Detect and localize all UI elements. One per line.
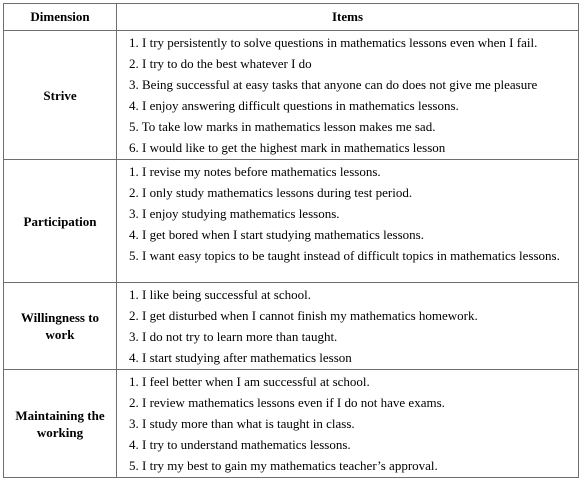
list-item: 5. I try my best to gain my mathematics teacher’s approval. bbox=[129, 458, 438, 473]
items-cell bbox=[117, 31, 579, 160]
list-item: 3. I do not try to learn more than taught. bbox=[129, 329, 338, 344]
dimension-cell: Participation bbox=[4, 160, 117, 283]
list-item: 5. To take low marks in mathematics lesson makes me sad. bbox=[129, 119, 436, 134]
list-item: 2. I get disturbed when I cannot finish my mathematics homework. bbox=[129, 308, 478, 323]
header-row bbox=[4, 4, 579, 31]
items-cell bbox=[117, 370, 579, 478]
list-item: 2. I try to do the best whatever I do bbox=[129, 56, 312, 71]
table-row bbox=[4, 370, 579, 478]
list-item: 4. I get bored when I start studying mathematics lessons. bbox=[129, 227, 424, 242]
dimensions-table bbox=[3, 3, 579, 478]
dimension-cell: Willingness to work bbox=[4, 283, 117, 370]
items-cell bbox=[117, 160, 579, 283]
table-row bbox=[4, 160, 579, 283]
list-item: 1. I revise my notes before mathematics lessons. bbox=[129, 164, 381, 179]
list-item: 3. I enjoy studying mathematics lessons. bbox=[129, 206, 340, 221]
list-item: 1. I try persistently to solve questions in mathematics lessons even when I fail. bbox=[129, 35, 538, 50]
list-item: 4. I start studying after mathematics lesson bbox=[129, 350, 352, 365]
items-cell bbox=[117, 283, 579, 370]
list-item: 6. I would like to get the highest mark in mathematics lesson bbox=[129, 140, 446, 155]
list-item: 3. Being successful at easy tasks that anyone can do does not give me pleasure bbox=[129, 77, 538, 92]
dimension-cell: Strive bbox=[4, 31, 117, 160]
header-items: Items bbox=[117, 4, 579, 31]
header-dimension: Dimension bbox=[4, 4, 117, 31]
table-row bbox=[4, 283, 579, 370]
list-item: 1. I like being successful at school. bbox=[129, 287, 311, 302]
list-item: 5. I want easy topics to be taught instead of difficult topics in mathematics lessons. bbox=[129, 248, 560, 263]
list-item: 2. I only study mathematics lessons during test period. bbox=[129, 185, 413, 200]
table-wrapper bbox=[3, 3, 579, 478]
list-item: 3. I study more than what is taught in class. bbox=[129, 416, 355, 431]
list-item: 4. I enjoy answering difficult questions in mathematics lessons. bbox=[129, 98, 459, 113]
list-item: 1. I feel better when I am successful at school. bbox=[129, 374, 370, 389]
dimension-cell: Maintaining the working bbox=[4, 370, 117, 478]
list-item: 2. I review mathematics lessons even if I do not have exams. bbox=[129, 395, 445, 410]
list-item: 4. I try to understand mathematics lessons. bbox=[129, 437, 351, 452]
table-row bbox=[4, 31, 579, 160]
